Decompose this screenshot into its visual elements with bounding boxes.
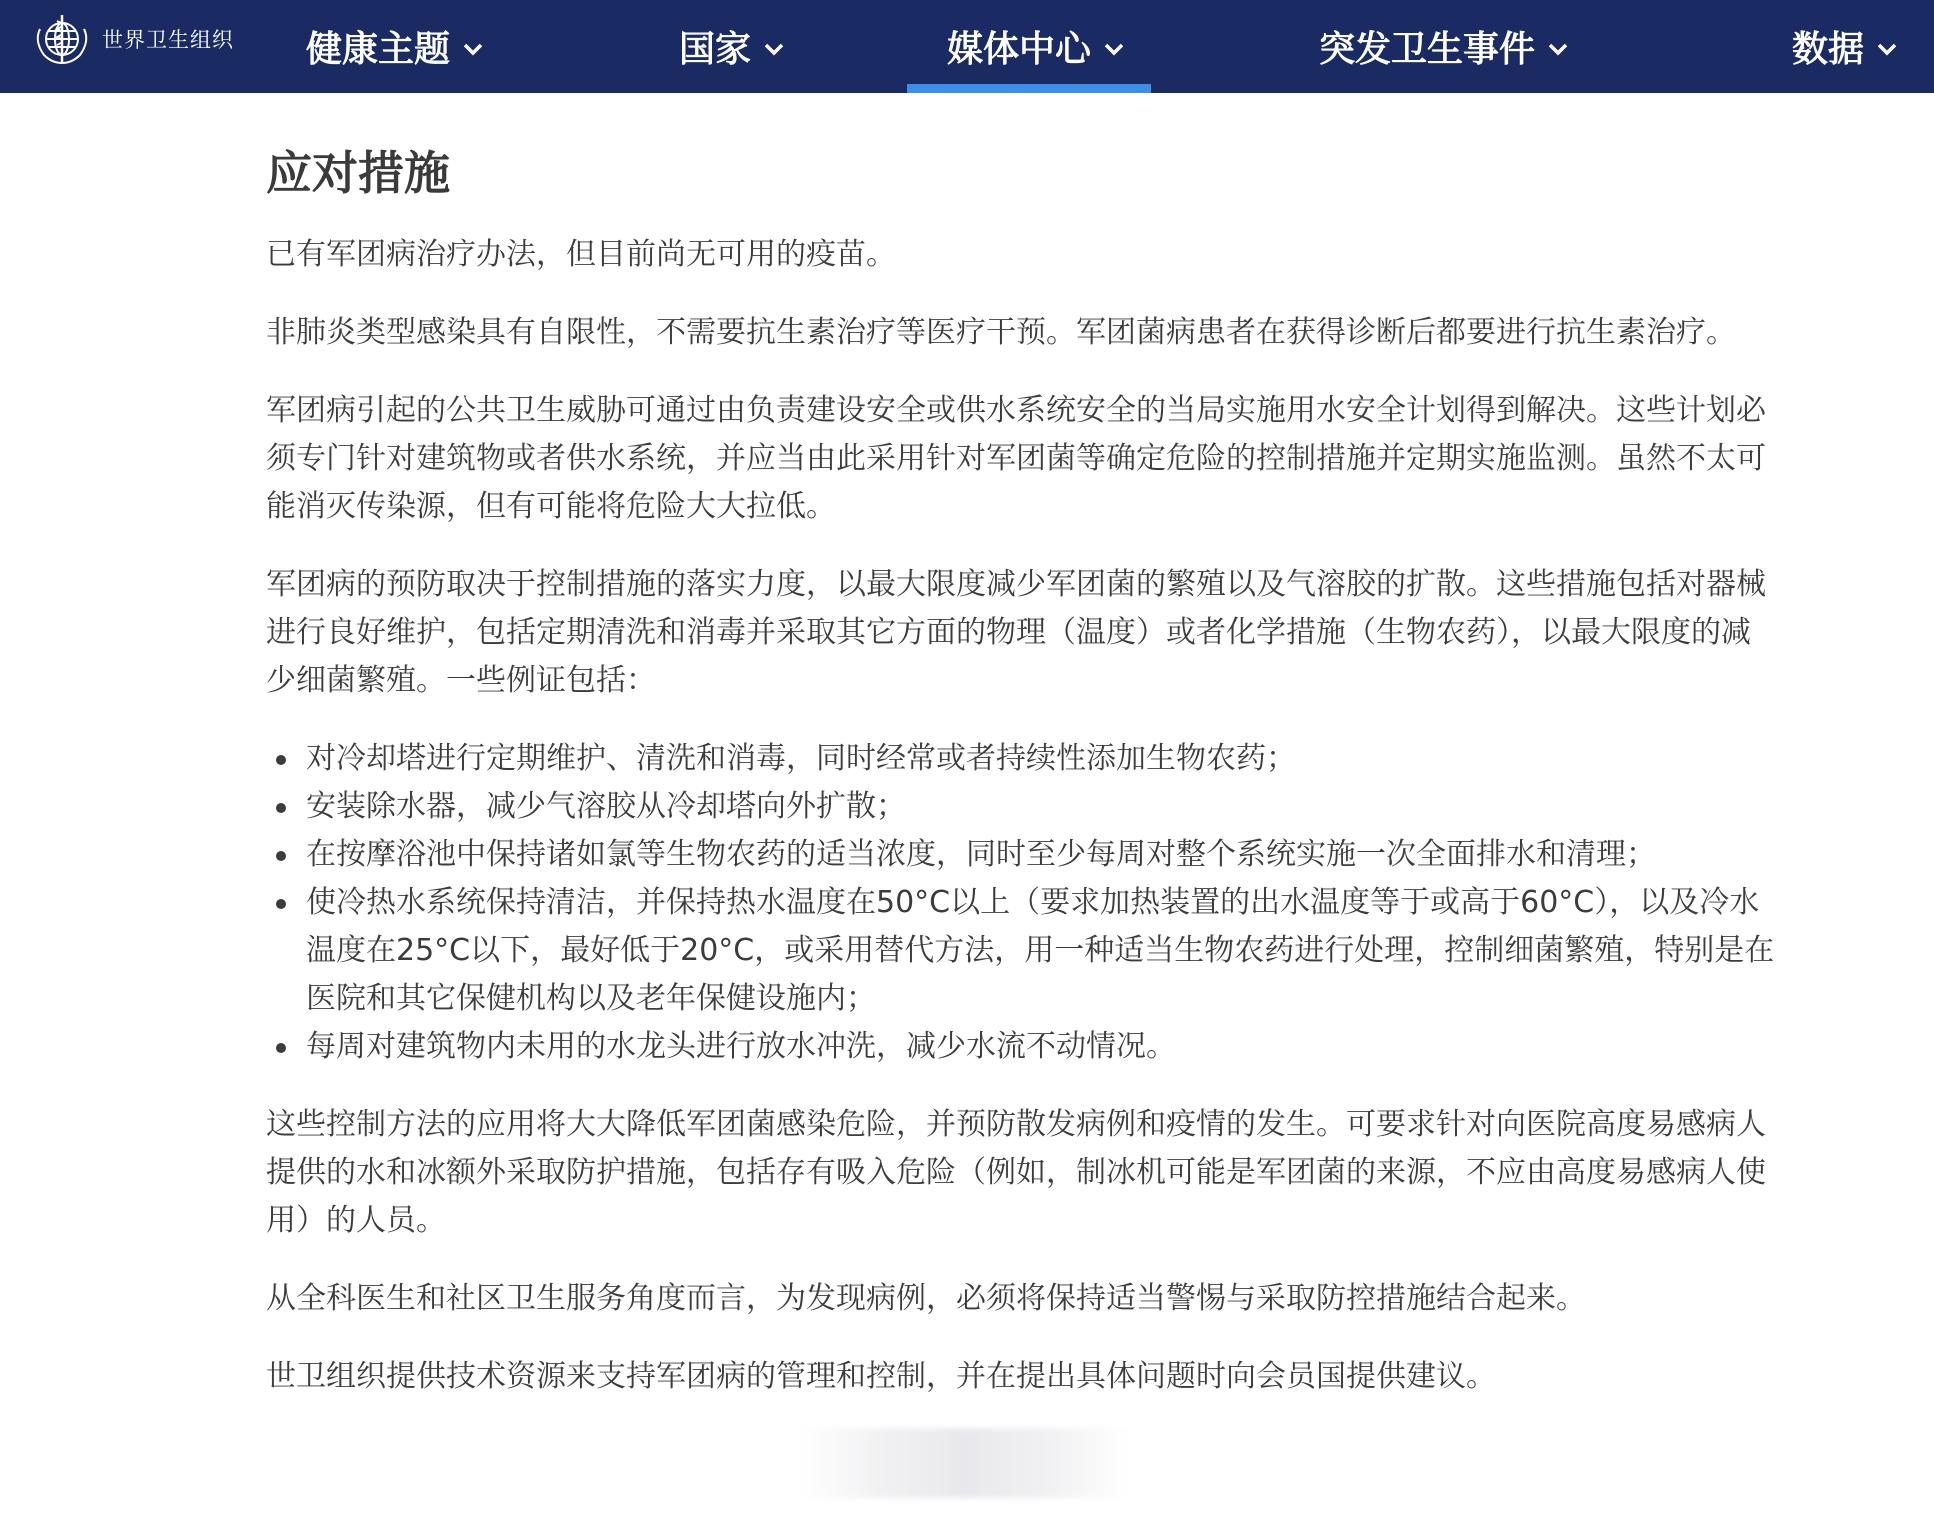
- paragraph: 从全科医生和社区卫生服务角度而言，为发现病例，必须将保持适当警惕与采取防控措施结合起来。: [266, 1281, 1586, 1316]
- who-emblem-icon: [30, 11, 94, 67]
- active-nav-indicator: [907, 84, 1151, 93]
- paragraph: 军团病引起的公共卫生威胁可通过由负责建设安全或供水系统安全的当局实施用水安全计划得到解决。这些计划必须专门针对建筑物或者供水系统，并应当由此采用针对军团菌等确定危险的控制措施并定期实施监测。虽然不太可能消灭传染源，但有可能将危险大大拉低。: [266, 393, 1766, 524]
- article-content: [266, 93, 1776, 1401]
- chevron-down-icon: [1103, 42, 1125, 56]
- list-item: 使冷热水系统保持清洁，并保持热水温度在50°C以上（要求加热装置的出水温度等于或高于60°C），以及冷水温度在25°C以下，最好低于20°C，或采用替代方法，用一种适当生物农药进行处理，控制细菌繁殖，特别是在医院和其它保健机构以及老年保健设施内；: [266, 879, 1776, 1023]
- paragraph: 世卫组织提供技术资源来支持军团病的管理和控制，并在提出具体问题时向会员国提供建议。: [266, 1359, 1496, 1394]
- nav-media-centre[interactable]: [947, 0, 1125, 93]
- nav-label: 媒体中心: [947, 29, 1092, 70]
- nav-countries[interactable]: [679, 0, 785, 93]
- paragraph: 已有军团病治疗办法，但目前尚无可用的疫苗。: [266, 237, 896, 272]
- paragraph: 军团病的预防取决于控制措施的落实力度，以最大限度减少军团菌的繁殖以及气溶胶的扩散。这些措施包括对器械进行良好维护，包括定期清洗和消毒并采取其它方面的物理（温度）或者化学措施（生物农药），以最大限度的减少细菌繁殖。一些例证包括：: [266, 567, 1766, 698]
- chevron-down-icon: [1876, 42, 1898, 56]
- who-logo[interactable]: [30, 11, 234, 67]
- nav-label: 国家: [679, 29, 752, 70]
- list-item: 安装除水器，减少气溶胶从冷却塔向外扩散；: [266, 783, 1776, 831]
- list-item: 对冷却塔进行定期维护、清洗和消毒，同时经常或者持续性添加生物农药；: [266, 735, 1776, 783]
- nav-label: 健康主题: [306, 29, 451, 70]
- nav-label: 数据: [1792, 29, 1865, 70]
- logo-text: 世界卫生组织: [102, 28, 234, 52]
- top-navbar: [0, 0, 1934, 93]
- section-title: 应对措施: [266, 146, 450, 200]
- blur-overlay: [800, 1428, 1130, 1498]
- measures-list: [266, 735, 1776, 1071]
- list-item: 在按摩浴池中保持诸如氯等生物农药的适当浓度，同时至少每周对整个系统实施一次全面排水和清理；: [266, 831, 1776, 879]
- chevron-down-icon: [763, 42, 785, 56]
- list-item: 每周对建筑物内未用的水龙头进行放水冲洗，减少水流不动情况。: [266, 1023, 1776, 1071]
- nav-health-topics[interactable]: [306, 0, 484, 93]
- nav-label: 突发卫生事件: [1319, 29, 1536, 70]
- paragraph: 这些控制方法的应用将大大降低军团菌感染危险，并预防散发病例和疫情的发生。可要求针对向医院高度易感病人提供的水和冰额外采取防护措施，包括存有吸入危险（例如，制冰机可能是军团菌的来源，不应由高度易感病人使用）的人员。: [266, 1107, 1766, 1238]
- nav-emergencies[interactable]: [1319, 0, 1569, 93]
- paragraph: 非肺炎类型感染具有自限性，不需要抗生素治疗等医疗干预。军团菌病患者在获得诊断后都要进行抗生素治疗。: [266, 315, 1736, 350]
- nav-data[interactable]: [1792, 0, 1898, 93]
- chevron-down-icon: [1547, 42, 1569, 56]
- chevron-down-icon: [462, 42, 484, 56]
